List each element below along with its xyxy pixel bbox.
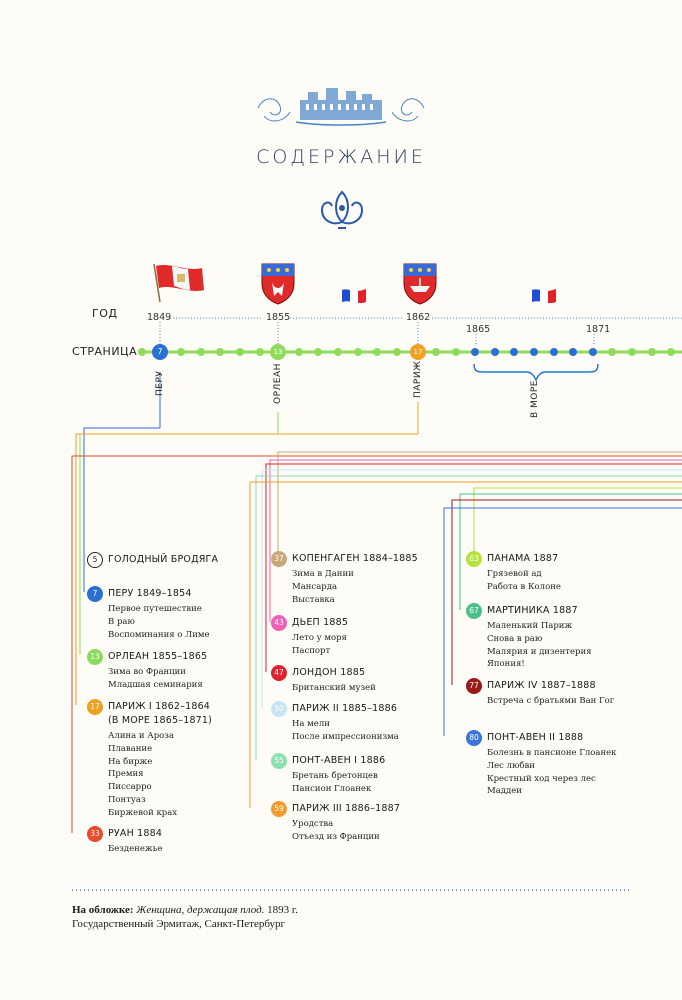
page-number-badge: 63 [466, 551, 482, 567]
timeline-dot [608, 348, 616, 356]
section-title: Первое путешествие [108, 604, 202, 614]
section-title: Работа в Колоне [487, 581, 561, 592]
sea-timeline-dot [589, 348, 597, 356]
section-title: Грязевой ад [487, 569, 542, 579]
section-title: Отъезд из Франции [292, 831, 380, 842]
page-number-badge: 7 [87, 586, 103, 602]
timeline-dot [314, 348, 322, 356]
year-label: 1855 [266, 312, 291, 323]
timeline-dot [667, 348, 675, 356]
page-row-label: СТРАНИЦА [72, 345, 138, 358]
section-title: Премия [108, 769, 144, 780]
section-title: Зима в Дании [292, 569, 354, 579]
section-title: Британский музей [292, 683, 376, 693]
section-title: Плавание [108, 743, 153, 754]
timeline-dot [177, 348, 185, 356]
section-title: Малярия и дизентерия [487, 646, 592, 657]
section-title: Паспорт [292, 645, 331, 656]
timeline-dot [256, 348, 264, 356]
section-title: Зима во Франции [108, 667, 186, 677]
chapter-title: ПАРИЖ III 1886–1887 [292, 803, 401, 814]
section-title: Маленький Париж [487, 621, 573, 631]
chapter-title: ДЬЕП 1885 [292, 617, 349, 628]
chapter-title: ПАРИЖ IV 1887–1888 [487, 680, 596, 691]
timeline-dot [373, 348, 381, 356]
page-number-badge: 80 [466, 730, 482, 746]
section-title: Писсарро [108, 782, 152, 793]
timeline-marker-peru[interactable]: 7 [152, 344, 168, 360]
page-number-badge: 59 [271, 801, 287, 817]
year-row-label: ГОД [92, 307, 118, 320]
chapter-title: ПОНТ-АВЕН I 1886 [292, 755, 386, 766]
section-title: Крестный ход через лес [487, 773, 596, 784]
section-title: Воспоминания о Лиме [108, 629, 210, 640]
page-number-badge: 17 [87, 699, 103, 715]
marker-label-peru: ПЕРУ [155, 370, 165, 396]
sea-timeline-dot [550, 348, 558, 356]
timeline-dot [236, 348, 244, 356]
chapter-title: ГОЛОДНЫЙ БРОДЯГА [108, 554, 219, 565]
timeline-dot [432, 348, 440, 356]
timeline-dot [197, 348, 205, 356]
sea-timeline-dot [491, 348, 499, 356]
sea-timeline-dot [530, 348, 538, 356]
chapter-title: ПАНАМА 1887 [487, 553, 559, 564]
section-title: Лес любви [487, 760, 535, 771]
section-title: Алина и Ароза [108, 731, 175, 741]
timeline-dot [216, 348, 224, 356]
page-number-badge: 5 [87, 552, 103, 568]
timeline-marker-orleans[interactable]: 13 [270, 344, 286, 360]
section-title: Снова в раю [487, 633, 543, 644]
cover-work-title: Женщина, держащая плод. [136, 904, 265, 916]
section-title: Лето у моря [292, 633, 347, 643]
section-title: В раю [108, 616, 135, 627]
timeline-dot [648, 348, 656, 356]
page-number-badge: 13 [87, 649, 103, 665]
timeline-dot [334, 348, 342, 356]
section-title: Понтуаз [108, 795, 146, 805]
chapter-title: ПАРИЖ I 1862–1864 [108, 701, 211, 712]
timeline-dot [295, 348, 303, 356]
chapter-subtitle: (В МОРЕ 1865–1871) [108, 715, 213, 726]
chapter-title: ЛОНДОН 1885 [292, 667, 366, 678]
sea-timeline-dot [471, 348, 479, 356]
section-title: После импрессионизма [292, 731, 399, 742]
section-title: Встреча с братьями Ван Гог [487, 696, 615, 706]
page-title: СОДЕРЖАНИЕ [256, 146, 426, 168]
cover-museum: Государственный Эрмитаж, Санкт-Петербург [72, 918, 286, 930]
page-number-badge: 77 [466, 678, 482, 694]
section-title: Уродства [292, 819, 334, 829]
page-number-badge: 47 [271, 665, 287, 681]
section-title: Биржевой крах [108, 807, 178, 818]
section-title: Болезнь в пансионе Глоанек [487, 748, 617, 758]
chapter-title: РУАН 1884 [108, 828, 163, 839]
year-label: 1849 [147, 312, 172, 323]
timeline-marker-paris[interactable]: 17 [410, 344, 426, 360]
section-title: Бретань бретонцев [292, 771, 378, 781]
section-title: Маддеи [487, 786, 522, 797]
chapter-title: КОПЕНГАГЕН 1884–1885 [292, 553, 418, 564]
section-title: Пансион Глоанек [292, 783, 372, 794]
marker-label-orleans: ОРЛЕАН [273, 363, 283, 404]
timeline-dot [452, 348, 460, 356]
chapter-title: ПОНТ-АВЕН II 1888 [487, 732, 584, 743]
page-number-badge: 50 [271, 701, 287, 717]
section-title: Безденежье [108, 844, 163, 854]
section-title: На бирже [108, 756, 153, 767]
sea-timeline-dot [569, 348, 577, 356]
timeline-dot [138, 348, 146, 356]
marker-label-paris: ПАРИЖ [413, 360, 423, 398]
sea-label: В МОРЕ [530, 380, 540, 418]
chapter-title: ПЕРУ 1849–1854 [108, 588, 192, 599]
timeline-dot [354, 348, 362, 356]
cover-credit [72, 903, 298, 931]
timeline-dot [393, 348, 401, 356]
cover-label: На обложке: [72, 904, 134, 916]
chapter-title: МАРТИНИКА 1887 [487, 605, 578, 616]
year-label: 1862 [406, 312, 431, 323]
section-title: Выставка [292, 594, 335, 605]
chapter-title: ОРЛЕАН 1855–1865 [108, 651, 208, 662]
page-number-badge: 55 [271, 753, 287, 769]
section-title: Мансарда [292, 581, 338, 592]
cover-year: 1893 г. [267, 904, 298, 916]
page-number-badge: 67 [466, 603, 482, 619]
page-number-badge: 37 [271, 551, 287, 567]
page-number-badge: 33 [87, 826, 103, 842]
section-title: Младшая семинария [108, 679, 203, 690]
page-number-badge: 43 [271, 615, 287, 631]
section-title: Япония! [487, 659, 525, 670]
sea-timeline-dot [510, 348, 518, 356]
year-label: 1865 [466, 324, 491, 335]
section-title: На мели [292, 719, 330, 729]
timeline-dot [628, 348, 636, 356]
year-label: 1871 [586, 324, 611, 335]
chapter-title: ПАРИЖ II 1885–1886 [292, 703, 398, 714]
